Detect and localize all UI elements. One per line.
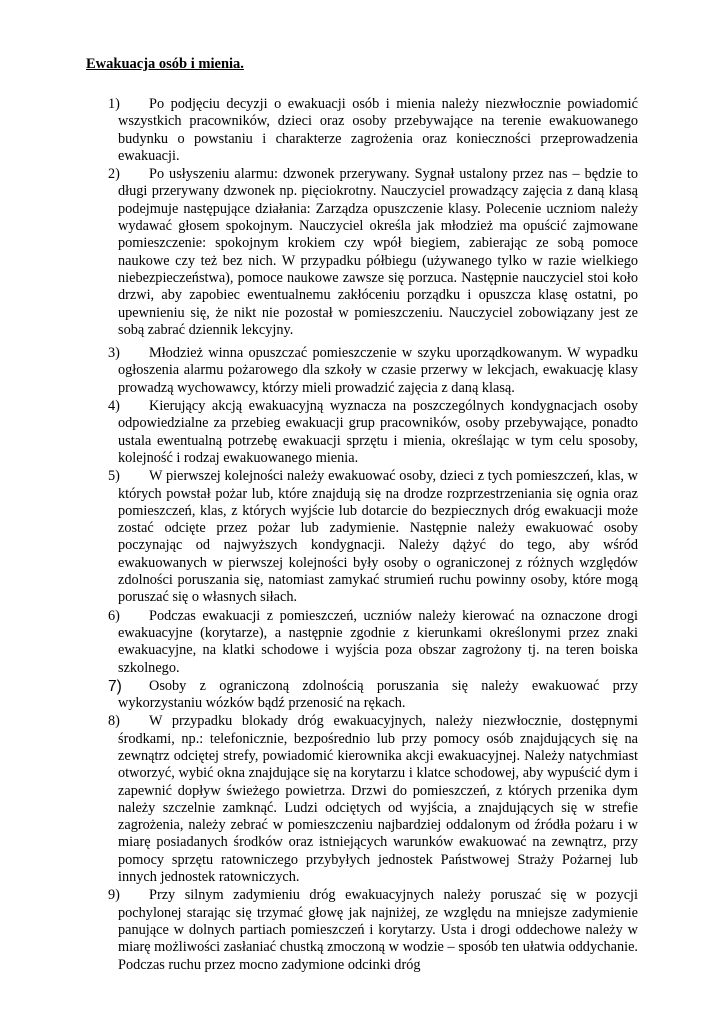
item-number: 7) (108, 677, 122, 695)
item-text: Młodzież winna opuszczać pomieszczenie w szyku uporządkowanym. W wypadku ogłoszenia alarmu pożarowego dla szkoły w czasie przerwy w lekcjach, ewakuację klasy prowadzą wychowawcy, którzy mieli prowadzić zajęcia z daną klasą. (118, 345, 638, 396)
list-item-7 (0, 678, 724, 713)
item-number: 5) (108, 468, 120, 485)
item-text: Kierujący akcją ewakuacyjną wyznacza na poszczególnych kondygnacjach osoby odpowiedzialne za przebieg ewakuacji grup pracowników, osoby przebywające, ponadto ustala ewentualną potrzebę ewakuacji sprzętu i mienia, określając w tym celu sposoby, kolejność i rodzaj ewakuowanego mienia. (118, 398, 638, 466)
item-number: 6) (108, 607, 120, 624)
list-item-3 (0, 345, 724, 397)
list-item-5 (0, 468, 724, 606)
item-text: Osoby z ograniczoną zdolnością poruszania się należy ewakuować przy wykorzystaniu wózków bądź przenosić na rękach. (118, 677, 638, 712)
item-text: Po usłyszeniu alarmu: dzwonek przerywany. Sygnał ustalony przez nas – będzie to długi przerywany dzwonek np. pięciokrotny. Nauczyciel prowadzący zajęcia z daną klasą podejmuje następujące działania: Zarządza opuszczenie klasy. Polecenie uczniom należy wydawać głosem spokojnym. Nauczyciel określa jak młodzież ma opuścić zajmowane pomieszczenie: spokojnym krokiem czy wpół biegiem, zabierając ze sobą pomoce naukowe czy też bez nich. W przypadku półbiegu (używanego tylko w razie wielkiego niebezpieczeństwa), pomoce naukowe zawsze się porzuca. Następnie nauczyciel stoi koło drzwi, aby zapobiec ewentualnemu zakłóceniu porządku i opuszcza klasę ostatni, po upewnieniu się, że nikt nie pozostał w pomieszczeniu. Nauczyciel zobowiązany jest ze sobą zabrać dziennik lekcyjny. (118, 166, 638, 338)
list-item-4 (0, 398, 724, 467)
item-text: W pierwszej kolejności należy ewakuować osoby, dzieci z tych pomieszczeń, klas, w których powstał pożar lub, które znajdują się na drodze rozprzestrzeniania się ognia oraz pomieszczeń, klas, z których wyjście lub dotarcie do bezpiecznych dróg ewakuacji może zostać odcięte przez pożar lub zadymienie. Następnie należy ewakuować osoby poczynając od najwyższych kondygnacji. Należy dążyć do tego, aby wśród ewakuowanych w pierwszej kolejności były osoby o ograniczonej z różnych względów zdolności poruszania się, natomiast zamykać strumień ruchu powinny osoby, które mogą poruszać się o własnych siłach. (118, 468, 638, 606)
list-item-6 (0, 608, 724, 677)
list-item-8 (0, 713, 724, 886)
item-number: 3) (108, 345, 120, 362)
item-text: Po podjęciu decyzji o ewakuacji osób i mienia należy niezwłocznie powiadomić wszystkich pracowników, dzieci oraz osoby przebywające na terenie ewakuowanego budynku o powstaniu i charakterze zagrożenia oraz konieczności przeprowadzenia ewakuacji. (118, 96, 638, 164)
item-number: 1) (108, 96, 120, 112)
item-text: Przy silnym zadymieniu dróg ewakuacyjnych należy poruszać się w pozycji pochylonej starając się trzymać głowę jak najniżej, ze względu na mniejsze zadymienie panujące w dolnych partiach pomieszczeń i korytarzy. Usta i drogi oddechowe należy w miarę możliwości zasłaniać chustką zmoczoną w wodzie – sposób ten ułatwia oddychanie. Podczas ruchu przez mocno zadymione odcinki dróg (118, 887, 638, 973)
instruction-list (0, 96, 724, 975)
item-number: 8) (108, 713, 120, 730)
item-number: 2) (108, 166, 120, 183)
list-item-1 (0, 96, 724, 165)
list-item-2 (0, 166, 724, 339)
item-text: W przypadku blokady dróg ewakuacyjnych, należy niezwłocznie, dostępnymi środkami, np.: telefonicznie, bezpośrednio lub przy pomocy osób znajdujących się na zewnątrz odciętej strefy, powiadomić kierownika akcji ewakuacyjnej. Należy natychmiast otworzyć, wybić okna znajdujące się na korytarzu i klatce schodowej, aby wypuścić dym i zapewnić dopływ świeżego powietrza. Drzwi do pomieszczeń, z których przenika dym należy szczelnie zamknąć. Ludzi odciętych od wyjścia, a znajdujących się w strefie zagrożenia, należy zebrać w pomieszczeniu najbardziej oddalonym od źródła pożaru i w miarę posiadanych środków oraz istniejących warunków ewakuować na zewnątrz, przy pomocy sprzętu ratowniczego przybyłych jednostek Państwowej Straży Pożarnej lub innych jednostek ratowniczych. (118, 713, 638, 886)
item-number: 9) (108, 887, 120, 904)
item-number: 4) (108, 398, 120, 415)
item-text: Podczas ewakuacji z pomieszczeń, uczniów należy kierować na oznaczone drogi ewakuacyjne (korytarze), a następnie zgodnie z kierunkami określonymi przez znaki ewakuacyjne, na klatki schodowe i wyjścia poza obszar zagrożony tj. na teren boiska szkolnego. (118, 607, 638, 676)
list-item-9 (0, 887, 724, 973)
document-title: Ewakuacja osób i mienia. (86, 56, 244, 72)
